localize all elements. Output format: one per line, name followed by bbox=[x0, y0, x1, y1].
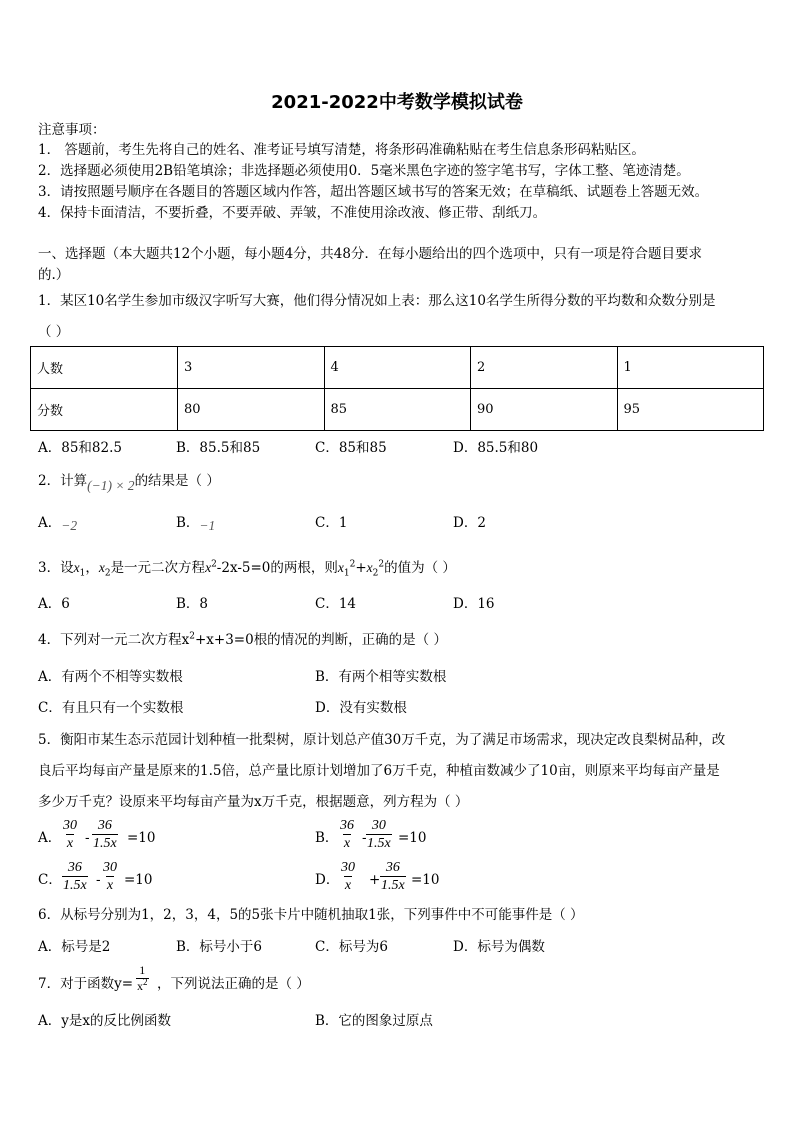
numerator: 36 bbox=[97, 818, 112, 833]
q3-sup: 2 bbox=[378, 559, 385, 570]
option-label: B． bbox=[176, 515, 200, 531]
option-label: D． bbox=[315, 872, 340, 888]
q3-equation: -2x-5=0 bbox=[216, 560, 271, 576]
section-heading-cont: 的.） bbox=[38, 267, 70, 283]
q3-text: 3．设 bbox=[38, 560, 74, 576]
option-b bbox=[176, 514, 215, 532]
fraction bbox=[136, 964, 149, 993]
question-5-stem: 多少万千克？设原来平均每亩产量为x万千克，根据题意，列方程为（ ） bbox=[38, 794, 469, 810]
option-c: C．85和85 bbox=[315, 440, 387, 456]
option-b: B．85.5和85 bbox=[176, 440, 261, 456]
table-cell: 3 bbox=[178, 347, 325, 389]
q3-sub: 2 bbox=[372, 568, 379, 579]
denominator bbox=[136, 978, 149, 993]
denominator: 1.5x bbox=[381, 878, 405, 893]
denominator: x bbox=[343, 836, 351, 851]
table-row bbox=[31, 389, 764, 431]
option-value: −2 bbox=[61, 518, 78, 533]
question-1-paren: （ ） bbox=[38, 324, 70, 340]
q3-sub: 1 bbox=[79, 568, 86, 579]
option-d: D．85.5和80 bbox=[453, 440, 539, 456]
notice-item: 1． 答题前，考生先将自己的姓名、准考证号填写清楚，将条形码准确粘贴在考生信息条形码粘贴区。 bbox=[38, 142, 645, 158]
page-title: 2021-2022中考数学模拟试卷 bbox=[271, 92, 523, 113]
rhs: =10 bbox=[398, 830, 427, 846]
q4-equation: +x+3=0 bbox=[194, 632, 254, 648]
numerator: 30 bbox=[63, 818, 77, 833]
option-a: A．85和82.5 bbox=[38, 440, 122, 456]
numerator: 30 bbox=[371, 818, 386, 833]
option-a: A．6 bbox=[38, 596, 70, 612]
option-value: −1 bbox=[199, 518, 216, 533]
option-a: A．有两个不相等实数根 bbox=[38, 669, 183, 685]
q2-prefix: 2．计算 bbox=[38, 473, 88, 489]
option-b: B．标号小于6 bbox=[176, 939, 263, 955]
table-row bbox=[31, 347, 764, 389]
denominator-sup: 2 bbox=[143, 977, 148, 987]
rhs: =10 bbox=[124, 872, 153, 888]
option-d: D．没有实数根 bbox=[315, 700, 407, 716]
fraction bbox=[102, 860, 118, 893]
question-5-stem: 5．衡阳市某生态示范园计划种植一批梨树，原计划总产值30万千克，为了满足市场需求，现决定改良梨树品种，改 bbox=[38, 732, 726, 748]
q3-sup: 2 bbox=[211, 559, 217, 570]
q4-text: 根的情况的判断，正确的是（ ） bbox=[253, 632, 447, 648]
numerator: 36 bbox=[340, 818, 354, 833]
q3-var: x bbox=[366, 560, 373, 575]
option-b: B．8 bbox=[176, 596, 209, 612]
denominator: x bbox=[106, 878, 114, 893]
table-cell: 90 bbox=[471, 389, 618, 431]
denominator: 1.5x bbox=[367, 836, 391, 851]
option-b: B．它的图象过原点 bbox=[315, 1013, 433, 1029]
q3-var: x bbox=[73, 560, 80, 575]
option-a bbox=[38, 514, 77, 532]
numerator: 30 bbox=[103, 860, 117, 875]
table-cell: 人数 bbox=[31, 347, 178, 389]
question-5-stem: 良后平均每亩产量是原来的1.5倍，总产量比原计划增加了6万千克，种植亩数减少了10亩，则原来平均每亩产量是 bbox=[38, 763, 720, 779]
table-cell: 1 bbox=[617, 347, 764, 389]
q3-text: 的值为（ ） bbox=[384, 560, 456, 576]
q4-text: 4．下列对一元二次方程 bbox=[38, 632, 182, 648]
denominator: 1.5x bbox=[93, 836, 117, 851]
score-table bbox=[30, 346, 764, 431]
notice-item: 2．选择题必须使用2B铅笔填涂；非选择题必须使用0．5毫米黑色字迹的签字笔书写，字体工整、笔迹清楚。 bbox=[38, 163, 690, 179]
rhs: =10 bbox=[127, 830, 156, 846]
option-label: C． bbox=[38, 872, 62, 888]
table-cell: 95 bbox=[617, 389, 764, 431]
option-label: A． bbox=[38, 830, 62, 846]
operator: - bbox=[362, 830, 367, 846]
question-7-prefix: 7．对于函数y= bbox=[38, 976, 134, 992]
q3-text: 是一元二次方程 bbox=[110, 560, 206, 576]
fraction bbox=[62, 818, 78, 851]
fraction bbox=[62, 860, 88, 893]
fraction bbox=[339, 818, 355, 851]
table-cell: 2 bbox=[471, 347, 618, 389]
denominator: 1.5x bbox=[63, 878, 87, 893]
denominator: x bbox=[344, 878, 352, 893]
option-d: D．2 bbox=[453, 515, 486, 531]
numerator: 1 bbox=[139, 963, 146, 977]
table-cell: 分数 bbox=[31, 389, 178, 431]
table-cell: 4 bbox=[324, 347, 471, 389]
fraction bbox=[92, 818, 118, 851]
q3-sub: 1 bbox=[343, 568, 350, 579]
q4-sup: 2 bbox=[189, 631, 195, 642]
q3-sup: 2 bbox=[349, 559, 356, 570]
q3-var: x bbox=[337, 560, 344, 575]
denominator: x bbox=[66, 836, 74, 851]
denominator-var: x bbox=[137, 979, 143, 993]
option-d: D．标号为偶数 bbox=[453, 939, 545, 955]
q3-text: 的两根，则 bbox=[270, 560, 338, 576]
q3-text: ， bbox=[85, 560, 99, 576]
option-a: A．标号是2 bbox=[38, 939, 111, 955]
section-heading: 一、选择题（本大题共12个小题，每小题4分，共48分．在每小题给出的四个选项中，只有一项是符合题目要求 bbox=[38, 246, 702, 262]
operator: - bbox=[85, 830, 90, 846]
option-c: C．标号为6 bbox=[315, 939, 388, 955]
option-d: D．16 bbox=[453, 596, 495, 612]
operator: + bbox=[369, 872, 381, 888]
question-1-stem: 1．某区10名学生参加市级汉字听写大赛，他们得分情况如上表：那么这10名学生所得分数的平均数和众数分别是 bbox=[38, 293, 716, 309]
question-6-stem: 6．从标号分别为1，2，3，4，5的5张卡片中随机抽取1张，下列事件中不可能事件是（ ） bbox=[38, 907, 584, 923]
q4-var: x bbox=[181, 632, 190, 648]
fraction bbox=[366, 818, 392, 851]
notice-item: 4．保持卡面清洁，不要折叠，不要弄破、弄皱，不准使用涂改液、修正带、刮纸刀。 bbox=[38, 205, 547, 221]
q2-expression: (−1) × 2 bbox=[87, 478, 135, 493]
option-b: B．有两个相等实数根 bbox=[315, 669, 447, 685]
question-2-stem bbox=[38, 472, 220, 493]
notice-header: 注意事项： bbox=[38, 122, 106, 138]
fraction bbox=[340, 860, 356, 893]
q3-var: x bbox=[205, 560, 212, 575]
numerator: 36 bbox=[67, 860, 82, 875]
numerator: 36 bbox=[385, 860, 400, 875]
option-c: C．14 bbox=[315, 596, 357, 612]
q2-suffix: 的结果是（ ） bbox=[134, 473, 220, 489]
operator: - bbox=[96, 872, 101, 888]
table-cell: 85 bbox=[324, 389, 471, 431]
q3-var: x bbox=[98, 560, 105, 575]
table-cell: 80 bbox=[178, 389, 325, 431]
option-a: A．y是x的反比例函数 bbox=[38, 1013, 171, 1029]
option-label: B． bbox=[315, 830, 339, 846]
q3-sub: 2 bbox=[104, 568, 111, 579]
q3-text: + bbox=[355, 560, 367, 576]
question-3-stem bbox=[38, 559, 456, 577]
question-7-suffix: ，下列说法正确的是（ ） bbox=[157, 976, 310, 992]
option-c: C．有且只有一个实数根 bbox=[38, 700, 184, 716]
option-c: C．1 bbox=[315, 515, 348, 531]
question-4-stem bbox=[38, 631, 447, 649]
rhs: =10 bbox=[411, 872, 440, 888]
fraction bbox=[380, 860, 406, 893]
option-label: A． bbox=[38, 515, 62, 531]
numerator: 30 bbox=[341, 860, 355, 875]
notice-item: 3．请按照题号顺序在各题目的答题区域内作答，超出答题区域书写的答案无效；在草稿纸、试题卷上答题无效。 bbox=[38, 184, 709, 200]
